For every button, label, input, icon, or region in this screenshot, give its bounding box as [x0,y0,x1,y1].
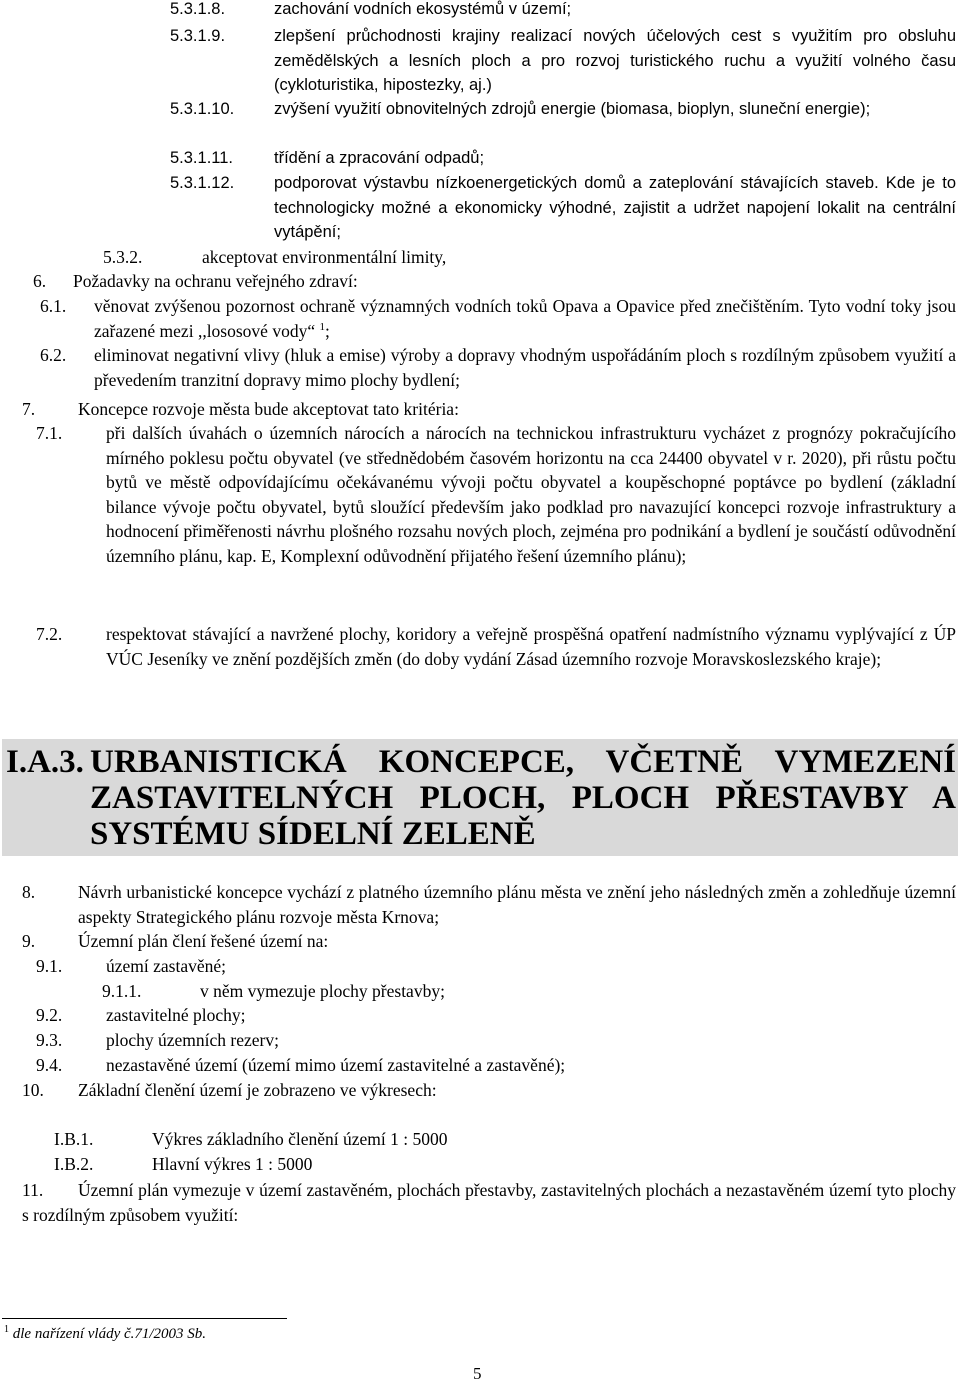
section-number: I.A.3. [6,744,84,780]
list-item-6-1 [40,294,956,343]
item-text: Návrh urbanistické koncepce vychází z platného územního plánu města ve znění jeho následných změn a zohledňuje územní aspekty Strategického plánu rozvoje města Krnova; [78,882,956,927]
item-text: zastavitelné plochy; [106,1005,246,1025]
item-number: 9.4. [36,1055,63,1075]
list-item-10 [22,1078,956,1103]
footnote-separator [2,1318,287,1319]
item-text: v něm vymezuje plochy přestavby; [200,981,445,1001]
list-item-11 [22,1178,956,1227]
list-item-9 [22,929,956,954]
item-number: 5.3.1.8. [170,0,226,18]
drawing-title: Výkres základního členění území 1 : 5000 [152,1129,448,1149]
item-number: 6. [33,271,47,291]
item-text: eliminovat negativní vlivy (hluk a emise) výroby a dopravy vhodným uspořádáním ploch s rozdílným způsobem využití a převedením tranzitní dopravy mimo plochy bydlení; [94,345,956,390]
item-number: 9.1.1. [102,981,142,1001]
item-text: území zastavěné; [106,956,227,976]
item-text: plochy územních rezerv; [106,1030,279,1050]
drawing-number: I.B.1. [54,1129,94,1149]
list-item-8 [22,880,956,929]
item-number: 9.1. [36,956,63,976]
drawing-title: Hlavní výkres 1 : 5000 [152,1154,313,1174]
footnote-mark: 1 [4,1324,9,1335]
item-number: 5.3.1.9. [170,27,226,45]
item-text: akceptovat environmentální limity, [202,247,447,267]
section-title: URBANISTICKÁ KONCEPCE, VČETNĚ VYMEZENÍ ZASTAVITELNÝCH PLOCH, PLOCH PŘESTAVBY A SYSTÉMU SÍDELNÍ ZELENĚ [90,744,956,852]
item-number: 5.3.2. [103,247,143,267]
item-number: 9. [22,931,36,951]
item-text [22,1178,956,1227]
list-item-5-3-2 [103,245,956,270]
list-item-9-1 [36,954,956,979]
list-item-5-3-1-8 [170,0,956,22]
item-text: zvýšení využití obnovitelných zdrojů energie (biomasa, bioplyn, sluneční energie); [274,100,871,118]
list-item-5-3-1-10 [170,97,956,122]
list-item-9-3 [36,1028,956,1053]
item-text: Základní členění území je zobrazeno ve výkresech: [78,1080,437,1100]
list-item-7-2 [36,622,956,671]
item-number: 7.1. [36,423,63,443]
item-number: 11. [22,1180,44,1200]
item-number: 9.2. [36,1005,63,1025]
item-text: Požadavky na ochranu veřejného zdraví: [73,271,358,291]
item-number: 5.3.1.10. [170,100,235,118]
page-number: 5 [473,1364,482,1383]
item-text-body: Územní plán vymezuje v území zastavěném, plochách přestavby, zastavitelných plochách a nezastavěném území tyto plochy s rozdílným způsobem využití: [22,1180,956,1225]
item-number: 5.3.1.11. [170,149,233,167]
item-text: zachování vodních ekosystémů v území; [274,0,572,18]
item-text: podporovat výstavbu nízkoenergetických domů a zateplování stávajících staveb. Kde je to technologicky možné a ekonomicky výhodné, zajistit a udržet napojení lokalit na centrální vytápění; [274,174,956,241]
list-item-5-3-1-9 [170,24,956,98]
item-number: 7. [22,399,36,419]
footnote [4,1323,206,1345]
list-item-5-3-1-12 [170,171,956,245]
item-text: Koncepce rozvoje města bude akceptovat tato kritéria: [78,399,459,419]
item-number: 7.2. [36,624,63,644]
item-text: nezastavěné území (území mimo území zastavitelné a zastavěné); [106,1055,566,1075]
item-text-tail: ; [324,320,330,341]
item-number: 10. [22,1080,44,1100]
list-item-9-2 [36,1003,956,1028]
list-item-9-4 [36,1053,956,1078]
drawing-number: I.B.2. [54,1154,94,1174]
item-number: 6.1. [40,296,67,316]
item-text: respektovat stávající a navržené plochy, koridory a veřejně prospěšná opatření nadmístního významu vyplývající z ÚP VÚC Jeseníky ve znění pozdějších změn (do doby vydání Zásad územního rozvoje Moravskoslezského kraje); [106,624,956,669]
item-text: při dalších úvahách o územních nárocích a nárocích na technickou infrastrukturu vycházet z prognózy pokračujícího mírného poklesu počtu obyvatel (ve střednědobém časovém horizontu na cca 24400 obyvatel v r. 2020), při růstu počtu bytů ve městě odpovídajícímu očekávanému vývoji počtu obyvatel a koupěschopné poptávce po bydlení (základní bilance vývoje počtu obyvatel, bytů sloužící především jako podklad pro navazující koncepci rozvoje infrastruktury a hodnocení přiměřenosti návrhu plošného rozsahu nových ploch, zejména pro podnikání a bydlení je součástí odůvodnění územního plánu, kap. E, Komplexní odůvodnění přijatého řešení územního plánu); [106,423,956,566]
section-heading [6,744,956,852]
list-item-7-1 [36,421,956,568]
item-number: 5.3.1.12. [170,174,235,192]
list-item-7 [22,397,956,422]
footnote-reference: 1 [319,320,325,333]
item-number: 9.3. [36,1030,63,1050]
item-number: 6.2. [40,345,67,365]
item-text: třídění a zpracování odpadů; [274,149,485,167]
drawing-ref-I-B-2 [54,1152,956,1177]
list-item-6 [33,269,956,294]
list-item-5-3-1-11 [170,146,956,171]
item-text: věnovat zvýšenou pozornost ochraně významných vodních toků Opava a Opavice před znečištěním. Tyto vodní toky jsou zařazené mezi ,,lososové vody“ [94,296,956,341]
item-text: Územní plán člení řešené území na: [78,931,329,951]
list-item-6-2 [40,343,956,392]
item-text: zlepšení průchodnosti krajiny realizací nových účelových cest s využitím pro obsluhu zemědělských a lesních ploch a pro rozvoj turistického ruchu a využití volného času (cykloturistika, hipostezky, aj.) [274,27,956,94]
drawing-ref-I-B-1 [54,1127,956,1152]
footnote-text: dle nařízení vlády č.71/2003 Sb. [12,1326,207,1342]
item-number: 8. [22,882,36,902]
list-item-9-1-1 [102,979,956,1004]
